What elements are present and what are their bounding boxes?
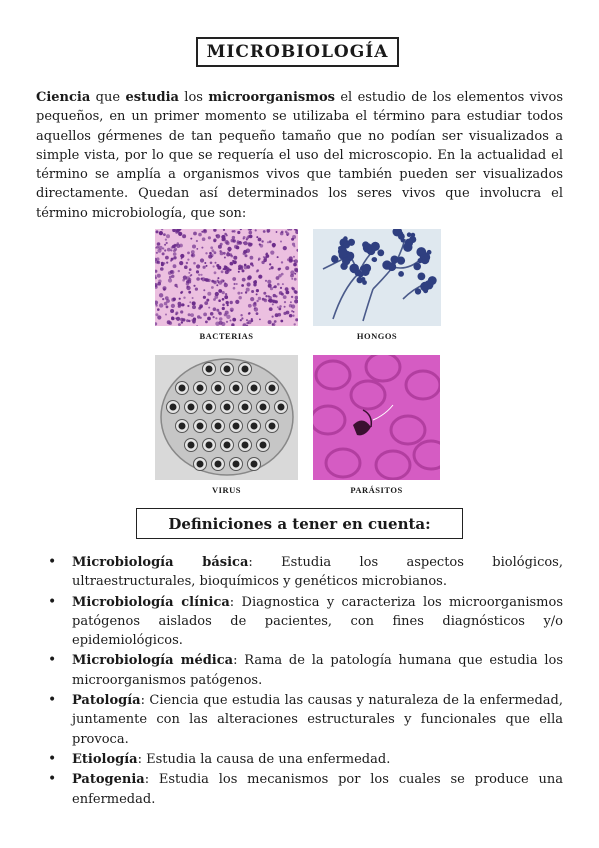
parasitos-image [313,355,440,480]
virus-image [155,355,298,480]
bullet-icon: • [48,652,57,669]
intro-paragraph [36,88,563,223]
hongos-image [313,229,441,326]
definitions-title: Definiciones a tener en cuenta: [136,508,463,539]
definition-term: Microbiología básica [72,555,249,570]
bullet-icon: • [48,593,57,610]
definition-item [36,593,563,651]
definition-term: Microbiología clínica [72,594,230,610]
definition-term: Patogenia [72,772,145,788]
definition-text: : Estudia los mecanismos por los cuales se produce una enfermedad. [72,772,563,807]
definition-term: Microbiología médica [72,653,234,669]
intro-keyword-ciencia: Ciencia [36,90,91,105]
definitions-list [36,553,563,810]
bacterias-image [155,229,298,326]
hongos-caption: HONGOS [356,331,398,341]
bullet-icon: • [48,554,57,570]
definition-term: Etiología [72,751,138,767]
intro-text-3: el estudio de los elementos vivos pequeños, en un primer momento se utilizaba el término para estudiar todos aquellos gérmenes de tan pequeño tamaño que no podían ser visualizados a simple vista, por lo que se requería el uso del microscopio. En la actualidad el término se amplía a organismos vivos que también pueden ser visualizados directamente. Quedan así determinados los seres vivos que involucra el término microbiología, que son: [36,90,563,221]
intro-keyword-estudia: estudia [125,90,179,105]
definition-item [36,553,563,592]
bacterias-caption: BACTERIAS [199,331,254,341]
intro-text-2: los [178,90,209,105]
virus-caption: VIRUS [212,485,241,495]
parasitos-caption: PARÁSITOS [350,485,403,495]
definition-item [36,691,563,749]
bullet-icon: • [48,771,57,788]
definition-item [36,770,563,809]
definition-text: : Diagnostica y caracteriza los microorganismos patógenos aislados de pacientes, con fines diagnósticos y/o epidemiológicos. [72,594,563,649]
bullet-icon: • [48,692,57,709]
definition-item [36,651,563,690]
page-title: MICROBIOLOGÍA [196,37,399,67]
intro-keyword-microorganismos: microorganismos [208,90,335,105]
intro-text-1: que [90,90,126,105]
bullet-icon: • [48,750,57,767]
definition-text: : Estudia la causa de una enfermedad. [137,751,391,767]
definition-text: : Ciencia que estudia las causas y naturaleza de la enfermedad, juntamente con las alteraciones estructurales y funcionales que ella provoca. [72,693,563,747]
definition-text: : Rama de la patología humana que estudia los microorganismos patógenos. [72,653,563,688]
definition-term: Patología [72,693,141,709]
definition-item [36,750,563,769]
definition-text: : Estudia los aspectos biológicos, ultraestructurales, bioquímicos y genéticos microbianos. [72,555,563,590]
